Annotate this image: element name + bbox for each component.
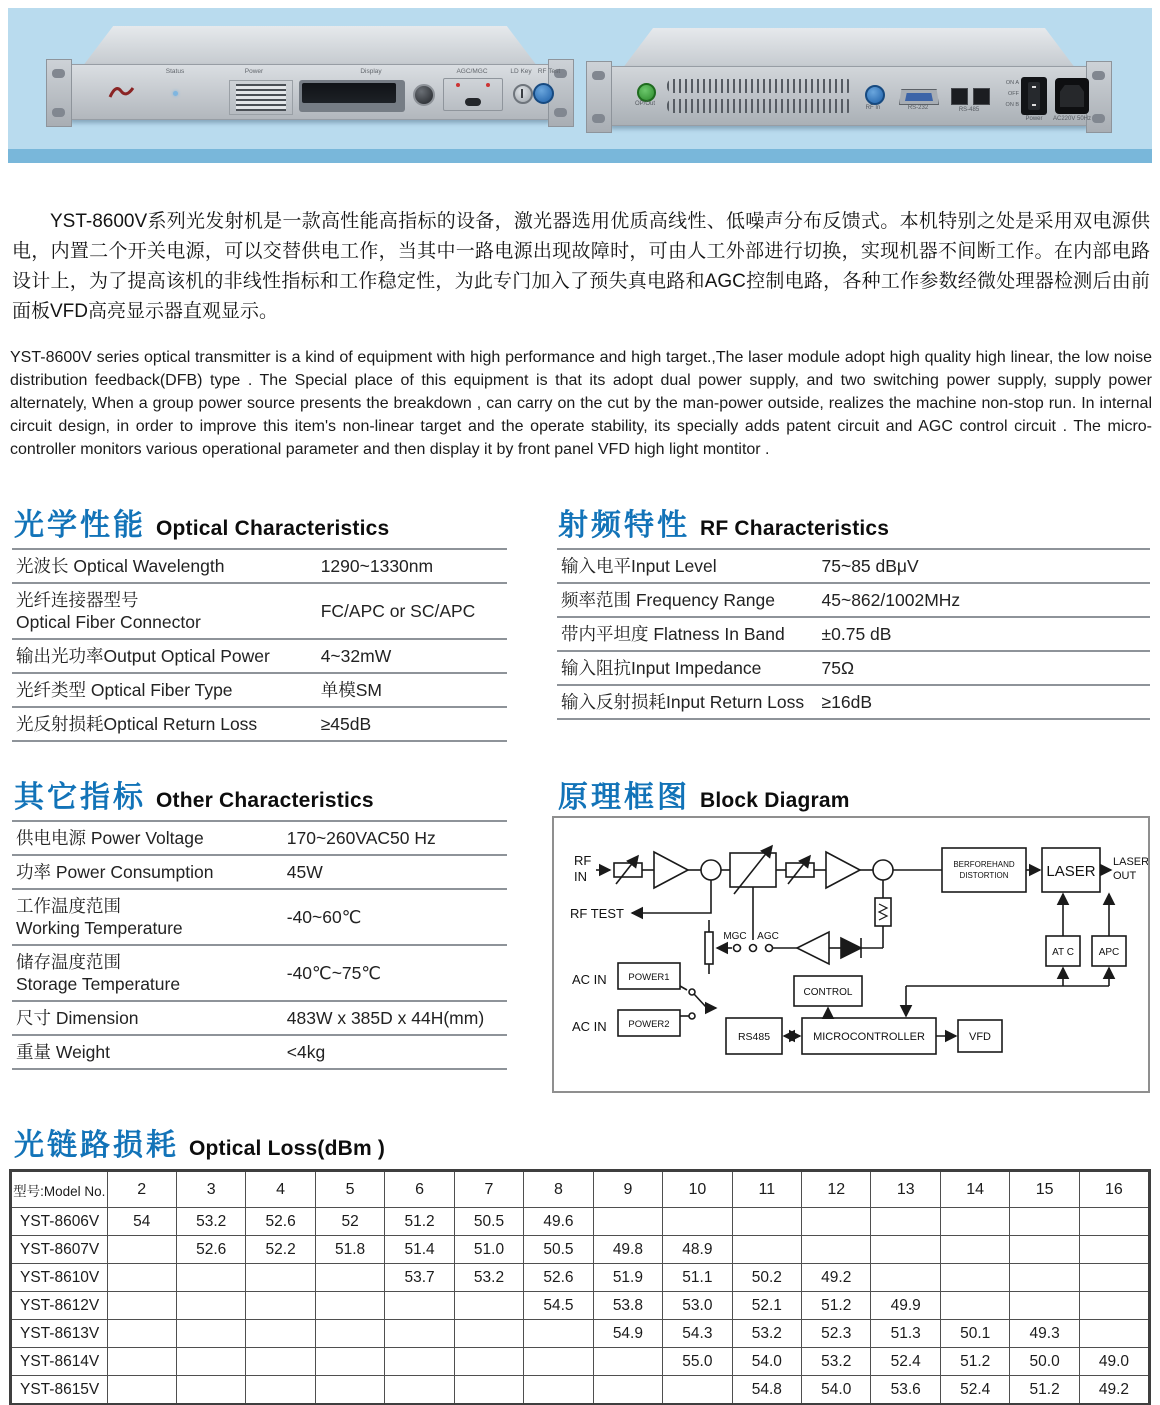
front-label-ld-key: LD Key (510, 68, 532, 75)
rf-heading-zh: 射频特性 (558, 509, 690, 542)
loss-value-cell: 49.9 (871, 1292, 940, 1320)
rear-label-rs485: RS-485 (958, 107, 980, 113)
rf-test-label: RF TEST (570, 906, 624, 921)
loss-value-cell: 54.0 (802, 1376, 871, 1405)
loss-col-header: 2 (107, 1171, 176, 1208)
rs485-port-icon (973, 88, 990, 105)
loss-value-cell: 49.8 (593, 1236, 662, 1264)
control-label: CONTROL (803, 987, 853, 998)
ac-in-label-1: AC IN (572, 972, 607, 987)
diagram-rf-in-label: RF (574, 853, 592, 868)
laser-out-label2: OUT (1113, 870, 1137, 882)
spec-row (12, 674, 507, 708)
banner-bottom-strip (8, 149, 1152, 163)
loss-value-cell (1079, 1236, 1149, 1264)
loss-value-cell: 50.5 (524, 1236, 593, 1264)
loss-value-cell: 53.6 (871, 1376, 940, 1405)
power-rocker-switch-icon (1021, 77, 1047, 115)
loss-value-cell: 50.0 (1010, 1348, 1079, 1376)
front-label-rf-test: RF Test (537, 68, 561, 75)
front-label-agc-mgc: AGC/MGC (456, 68, 488, 75)
display-knob (413, 84, 435, 106)
spec-value: 483W x 385D x 44H(mm) (286, 1008, 485, 1028)
spec-value: FC/APC or SC/APC (320, 601, 476, 621)
rs485-label: RS485 (737, 1031, 771, 1043)
loss-table-row (11, 1208, 1149, 1236)
loss-value-cell: 53.8 (593, 1292, 662, 1320)
optical-section-heading (14, 500, 389, 544)
agc-label: AGC (757, 931, 779, 942)
spec-value: 45~862/1002MHz (821, 590, 961, 610)
loss-value-cell: 51.4 (385, 1236, 454, 1264)
spec-label: 带内平坦度 Flatness In Band (561, 624, 785, 644)
spec-label: 功率 Power Consumption (16, 862, 214, 882)
vent-grille (667, 79, 853, 93)
loss-value-cell (176, 1292, 245, 1320)
loss-value-cell (871, 1264, 940, 1292)
front-panel-face (70, 64, 561, 120)
loss-value-cell: 52.6 (176, 1236, 245, 1264)
ac-in-label-2: AC IN (572, 1019, 607, 1034)
label-on-a: ON A (1005, 80, 1019, 86)
spec-value: 1290~1330nm (320, 556, 434, 576)
intro-paragraph-en: YST-8600V series optical transmitter is a kind of equipment with high performance and high target.,The laser module adopt high quality high linear, the low noise distribution feedback(DFB) type . The Special place of this equipment is that its adopt dual power supply, and two switching power supply, supply power alternately, When a group power source presents the breakdown , can carry on the cut by the man-power outside, realizes the machine non-stop run. In internal circuit design, in order to improve this item's non-linear target and the operate stability, its specially adds patent circuit and AGC control circuit . The micro-controller monitors various operational parameter and then display it by front panel VFD high light montitor . (10, 349, 1152, 458)
loss-model-cell: YST-8612V (11, 1292, 107, 1320)
loss-value-cell (1079, 1292, 1149, 1320)
block-heading-en: Block Diagram (700, 789, 850, 812)
loss-col-header: 12 (802, 1171, 871, 1208)
microcontroller-label: MICROCONTROLLER (813, 1031, 925, 1043)
loss-value-cell (940, 1292, 1009, 1320)
splitter-symbol (701, 860, 721, 880)
loss-table-row (11, 1236, 1149, 1264)
spec-value: 75Ω (821, 658, 855, 678)
rs232-port-icon (899, 89, 939, 105)
apc-label: APC (1098, 947, 1120, 958)
loss-col-header: 6 (385, 1171, 454, 1208)
loss-value-cell (107, 1348, 176, 1376)
loss-value-cell: 53.2 (732, 1320, 801, 1348)
intro-paragraph-zh: YST-8600V系列光发射机是一款高性能高指标的设备，激光器选用优质高线性、低噪声分布反馈式。本机特别之处是采用双电源供电，内置二个开关电源，可以交替供电工作，当其中一路电源出现故障时，可由人工外部进行切换，实现机器不间断工作。在内部电路设计上，为了提高该机的非线性指标和工作稳定性，为此专门加入了预失真电路和AGC控制电路，各种工作参数经微处理器检测后由前面板VFD高亮显示器直观显示。 (12, 211, 1150, 322)
loss-value-cell: 49.3 (1010, 1320, 1079, 1348)
loss-value-cell (940, 1236, 1009, 1264)
loss-table-row (11, 1292, 1149, 1320)
power2-label: POWER2 (628, 1019, 670, 1030)
loss-value-cell (1010, 1208, 1079, 1236)
chassis-top-face (70, 26, 550, 64)
spec-value: 170~260VAC50 Hz (286, 828, 436, 848)
spec-row (557, 584, 1150, 618)
spec-label: 光纤类型 Optical Fiber Type (16, 680, 233, 700)
loss-value-cell (732, 1208, 801, 1236)
spec-value: ±0.75 dB (821, 624, 892, 644)
loss-model-cell: YST-8614V (11, 1348, 107, 1376)
loss-model-cell: YST-8615V (11, 1376, 107, 1405)
spec-label: 光反射损耗Optical Return Loss (16, 714, 258, 734)
other-heading-zh: 其它指标 (14, 781, 146, 814)
loss-value-cell: 50.5 (454, 1208, 523, 1236)
loss-value-cell (315, 1320, 384, 1348)
front-label-power: Power (244, 68, 264, 75)
loss-value-cell (246, 1264, 315, 1292)
spec-row (12, 550, 507, 584)
loss-col-header: 11 (732, 1171, 801, 1208)
loss-value-cell (732, 1236, 801, 1264)
spec-row (12, 708, 507, 742)
front-label-status: Status (165, 68, 185, 75)
loss-value-cell: 51.2 (802, 1292, 871, 1320)
loss-value-cell (1079, 1208, 1149, 1236)
other-characteristics-table (12, 820, 507, 1070)
loss-value-cell (385, 1348, 454, 1376)
optical-characteristics-table (12, 548, 507, 742)
loss-value-cell: 51.1 (663, 1264, 732, 1292)
loss-col-header: 15 (1010, 1171, 1079, 1208)
amplifier-symbol (826, 852, 860, 888)
loss-value-cell (1010, 1236, 1079, 1264)
rf-characteristics-table (557, 548, 1150, 720)
loss-value-cell (246, 1320, 315, 1348)
loss-col-header: 4 (246, 1171, 315, 1208)
loss-value-cell: 51.2 (940, 1348, 1009, 1376)
spec-label: 输出光功率Output Optical Power (16, 646, 270, 666)
potentiometer-symbol (705, 932, 713, 964)
label-off: OFF (1008, 91, 1019, 97)
rear-label-rs232: RS-232 (907, 105, 929, 111)
laser-out-label1: LASER (1113, 856, 1148, 868)
loss-value-cell: 51.9 (593, 1264, 662, 1292)
coupler-symbol (873, 860, 893, 880)
rack-ear (586, 61, 612, 133)
spec-label: 输入电平Input Level (561, 556, 717, 576)
spec-row (12, 856, 507, 890)
power1-label: POWER1 (628, 972, 670, 983)
other-section-heading (14, 772, 374, 816)
loss-value-cell (454, 1292, 523, 1320)
rf-input-connector-icon (865, 85, 885, 105)
chassis-top-face (610, 28, 1088, 66)
power-indicator-panel (229, 80, 293, 115)
loss-value-cell: 48.9 (663, 1236, 732, 1264)
loss-model-cell: YST-8607V (11, 1236, 107, 1264)
spec-value: 单模SM (320, 680, 382, 700)
loss-value-cell: 51.8 (315, 1236, 384, 1264)
loss-value-cell: 51.0 (454, 1236, 523, 1264)
distortion-label-1: BERFOREHAND (953, 860, 1015, 869)
spec-row (12, 584, 507, 640)
rf-section-heading (558, 500, 889, 544)
spec-value: 45W (286, 862, 323, 882)
spec-row (12, 1036, 507, 1070)
spec-row (557, 652, 1150, 686)
spec-row (12, 890, 507, 946)
optical-heading-zh: 光学性能 (14, 509, 146, 542)
spec-value: -40℃~75℃ (286, 963, 382, 983)
loss-value-cell: 53.7 (385, 1264, 454, 1292)
loss-value-cell (107, 1236, 176, 1264)
loss-value-cell (385, 1292, 454, 1320)
loss-value-cell (802, 1208, 871, 1236)
loss-value-cell (1010, 1292, 1079, 1320)
loss-value-cell: 49.0 (1079, 1348, 1149, 1376)
loss-value-cell: 53.2 (454, 1264, 523, 1292)
rf-test-connector-icon (533, 83, 554, 104)
spec-row (12, 822, 507, 856)
loss-value-cell (454, 1320, 523, 1348)
loss-value-cell (940, 1208, 1009, 1236)
loss-value-cell: 54 (107, 1208, 176, 1236)
loss-value-cell: 52.6 (246, 1208, 315, 1236)
rear-label-power: Power (1025, 116, 1043, 122)
loss-value-cell (1010, 1264, 1079, 1292)
spec-label: 光波长 Optical Wavelength (16, 556, 225, 576)
loss-col-header: 8 (524, 1171, 593, 1208)
loss-heading-zh: 光链路损耗 (14, 1129, 179, 1162)
switch-contact (689, 1013, 695, 1019)
front-label-display: Display (360, 68, 382, 75)
loss-value-cell: 51.2 (385, 1208, 454, 1236)
spec-value: 75~85 dBμV (821, 556, 919, 576)
spec-value: -40~60℃ (286, 907, 362, 927)
loss-col-header: 5 (315, 1171, 384, 1208)
loss-value-cell (107, 1320, 176, 1348)
loss-value-cell (940, 1264, 1009, 1292)
vent-grille (667, 99, 853, 113)
loss-col-header: 7 (454, 1171, 523, 1208)
loss-value-cell (315, 1348, 384, 1376)
loss-value-cell (871, 1208, 940, 1236)
rack-ear (46, 59, 72, 127)
other-heading-en: Other Characteristics (156, 789, 374, 812)
spec-value: ≥16dB (821, 692, 872, 712)
loss-value-cell: 52.1 (732, 1292, 801, 1320)
loss-value-cell (246, 1348, 315, 1376)
loss-value-cell (315, 1264, 384, 1292)
loss-value-cell (593, 1348, 662, 1376)
loss-value-cell: 52 (315, 1208, 384, 1236)
loss-table-row (11, 1320, 1149, 1348)
predistortion-box (942, 848, 1026, 892)
spec-label: 供电电源 Power Voltage (16, 828, 204, 848)
loss-value-cell: 53.2 (802, 1348, 871, 1376)
rack-ear (1086, 61, 1112, 133)
loss-header-row (11, 1171, 1149, 1208)
loss-value-cell (246, 1292, 315, 1320)
loss-value-cell: 49.2 (1079, 1376, 1149, 1405)
block-diagram (552, 816, 1150, 1093)
loss-value-cell (315, 1292, 384, 1320)
spec-label: 工作温度范围 Working Temperature (16, 896, 183, 938)
loss-value-cell: 49.2 (802, 1264, 871, 1292)
loss-value-cell: 49.6 (524, 1208, 593, 1236)
mgc-led-icon (486, 83, 490, 87)
loss-value-cell (107, 1292, 176, 1320)
loss-value-cell: 54.5 (524, 1292, 593, 1320)
loss-value-cell: 54.9 (593, 1320, 662, 1348)
loss-col-header: 10 (663, 1171, 732, 1208)
spec-row (12, 1002, 507, 1036)
loss-model-cell: YST-8610V (11, 1264, 107, 1292)
atc-label: AT C (1052, 947, 1074, 958)
rs485-port-icon (951, 88, 968, 105)
loss-value-cell (524, 1320, 593, 1348)
spec-label: 重量 Weight (16, 1042, 111, 1062)
ld-key-lock-icon (513, 84, 533, 104)
detector-resistor-symbol (875, 898, 891, 926)
optical-heading-en: Optical Characteristics (156, 517, 390, 540)
loss-value-cell (107, 1264, 176, 1292)
label-on-b: ON B (1005, 102, 1019, 108)
loss-section-heading (14, 1120, 385, 1164)
loss-value-cell: 52.2 (246, 1236, 315, 1264)
spec-label: 频率范围 Frequency Range (561, 590, 775, 610)
spec-label: 输入反射损耗Input Return Loss (561, 692, 805, 712)
spec-value: ≥45dB (320, 714, 372, 734)
loss-value-cell: 50.2 (732, 1264, 801, 1292)
agc-mgc-switch-area (443, 78, 503, 111)
feedback-amplifier-symbol (797, 932, 829, 964)
vfd-label: VFD (969, 1031, 991, 1043)
distortion-label-2: DISTORTION (959, 871, 1009, 880)
block-section-heading (558, 772, 850, 816)
laser-label: LASER (1046, 863, 1096, 880)
optical-output-connector-icon (637, 83, 656, 102)
ac-inlet-icon (1055, 78, 1089, 114)
loss-value-cell (802, 1236, 871, 1264)
loss-col-header: 型号:Model No. (11, 1171, 107, 1208)
rear-panel-photo (610, 28, 1092, 126)
loss-value-cell (1079, 1320, 1149, 1348)
mgc-label: MGC (723, 931, 747, 942)
loss-value-cell (176, 1264, 245, 1292)
loss-value-cell: 52.6 (524, 1264, 593, 1292)
spec-row (557, 618, 1150, 652)
spec-row (557, 550, 1150, 584)
header-banner (8, 8, 1152, 149)
loss-col-header: 14 (940, 1171, 1009, 1208)
loss-value-cell: 53.2 (176, 1208, 245, 1236)
rear-label-rf-in: RF In (865, 105, 881, 111)
loss-value-cell: 55.0 (663, 1348, 732, 1376)
loss-value-cell: 54.8 (732, 1376, 801, 1405)
loss-col-header: 3 (176, 1171, 245, 1208)
spec-row (12, 946, 507, 1002)
rear-label-ac: AC220V 50Hz (1052, 116, 1092, 122)
brand-logo (107, 82, 135, 102)
loss-value-cell: 52.3 (802, 1320, 871, 1348)
loss-value-cell: 52.4 (940, 1376, 1009, 1405)
diode-symbol (841, 938, 861, 958)
loss-value-cell (524, 1348, 593, 1376)
loss-table-row (11, 1348, 1149, 1376)
block-diagram-svg (554, 818, 1148, 1091)
rear-panel-face (610, 66, 1092, 126)
loss-value-cell: 52.4 (871, 1348, 940, 1376)
loss-model-cell: YST-8606V (11, 1208, 107, 1236)
loss-value-cell (454, 1348, 523, 1376)
loss-table-row (11, 1264, 1149, 1292)
loss-value-cell: 51.2 (1010, 1376, 1079, 1405)
front-panel-photo (70, 26, 561, 120)
spec-value: <4kg (286, 1042, 326, 1062)
loss-value-cell: 51.3 (871, 1320, 940, 1348)
agc-led-icon (456, 83, 460, 87)
loss-col-header: 9 (593, 1171, 662, 1208)
loss-value-cell (663, 1208, 732, 1236)
loss-model-cell: YST-8613V (11, 1320, 107, 1348)
rear-label-optical-out: OP/Out (634, 101, 656, 107)
loss-value-cell (1079, 1264, 1149, 1292)
loss-value-cell (176, 1320, 245, 1348)
block-heading-zh: 原理框图 (558, 781, 690, 814)
spec-value: 4~32mW (320, 646, 392, 666)
loss-col-header: 16 (1079, 1171, 1149, 1208)
vfd-display (299, 80, 405, 112)
power-switch-labels (995, 78, 1019, 111)
loss-value-cell: 50.1 (940, 1320, 1009, 1348)
rf-heading-en: RF Characteristics (700, 517, 890, 540)
spec-label: 储存温度范围 Storage Temperature (16, 952, 181, 994)
loss-heading-en: Optical Loss(dBm ) (189, 1137, 386, 1160)
spec-row (12, 640, 507, 674)
spec-label: 尺寸 Dimension (16, 1008, 139, 1028)
optical-loss-table (10, 1170, 1150, 1405)
loss-value-cell (593, 1208, 662, 1236)
status-led-icon (173, 91, 178, 96)
amplifier-symbol (654, 852, 688, 888)
loss-value-cell: 53.0 (663, 1292, 732, 1320)
loss-value-cell (871, 1236, 940, 1264)
diagram-rf-in-label2: IN (574, 869, 587, 884)
spec-label: 输入阻抗Input Impedance (561, 658, 762, 678)
agc-mgc-toggle-icon (465, 98, 481, 106)
loss-value-cell (385, 1320, 454, 1348)
loss-value-cell: 54.0 (732, 1348, 801, 1376)
loss-value-cell: 54.3 (663, 1320, 732, 1348)
spec-row (557, 686, 1150, 720)
loss-col-header: 13 (871, 1171, 940, 1208)
loss-value-cell (176, 1348, 245, 1376)
spec-label: 光纤连接器型号 Optical Fiber Connector (16, 590, 201, 632)
